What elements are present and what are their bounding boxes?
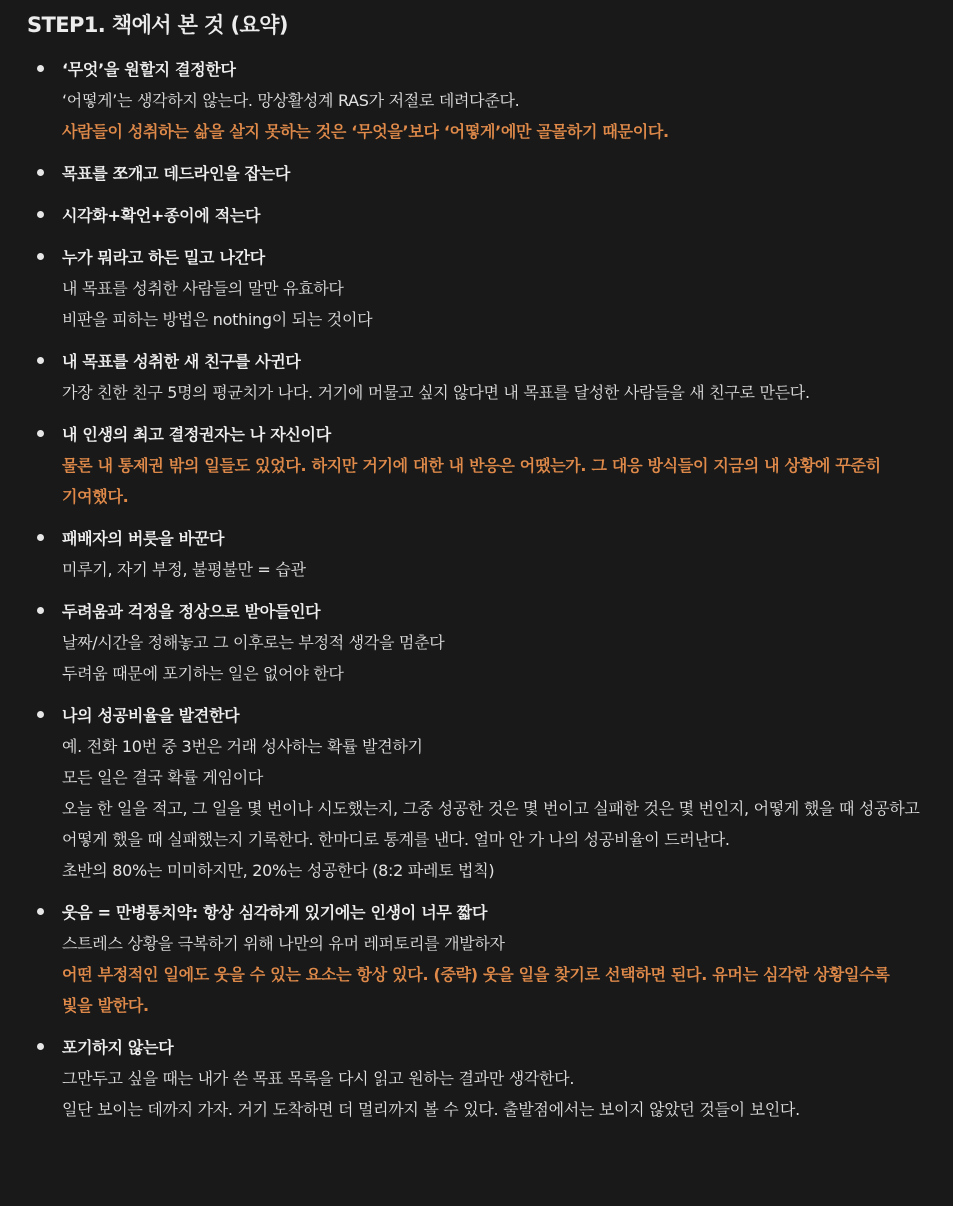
bullet-icon [37, 908, 44, 915]
bullet-icon [37, 357, 44, 364]
item-line: 초반의 80%는 미미하지만, 20%는 성공한다 (8:2 파레토 법칙) [62, 861, 495, 880]
list-item [27, 1032, 923, 1125]
item-heading: 나의 성공비율을 발견한다 [62, 706, 240, 725]
item-line: 내 목표를 성취한 사람들의 말만 유효하다 [62, 279, 344, 298]
bullet-icon [37, 607, 44, 614]
bullet-icon [37, 534, 44, 541]
item-heading: 시각화+확언+종이에 적는다 [62, 206, 261, 225]
list-item [27, 523, 923, 585]
item-heading: 내 인생의 최고 결정권자는 나 자신이다 [62, 425, 331, 444]
list-item [27, 700, 923, 886]
list-item [27, 346, 923, 408]
item-line: 모든 일은 결국 확률 게임이다 [62, 768, 264, 787]
item-line-highlight: 사람들이 성취하는 삶을 살지 못하는 것은 ‘무엇을’보다 ‘어떻게’에만 골몰하기 때문이다. [62, 122, 669, 141]
item-heading: 목표를 쪼개고 데드라인을 잡는다 [62, 164, 290, 183]
item-line: 그만두고 싶을 때는 내가 쓴 목표 목록을 다시 읽고 원하는 결과만 생각한다. [62, 1069, 575, 1088]
item-line: 미루기, 자기 부정, 불평불만 = 습관 [62, 560, 306, 579]
item-line: 날짜/시간을 정해놓고 그 이후로는 부정적 생각을 멈춘다 [62, 633, 445, 652]
item-line: 오늘 한 일을 적고, 그 일을 몇 번이나 시도했는지, 그중 성공한 것은 몇 번이고 실패한 것은 몇 번인지, 어떻게 했을 때 성공하고 어떻게 했을 때 실패했는지 기록한다. 한마디로 통계를 낸다. 얼마 안 가 나의 성공비율이 드러난다. [62, 799, 920, 849]
bullet-icon [37, 253, 44, 260]
item-line: 비판을 피하는 방법은 nothing이 되는 것이다 [62, 310, 373, 329]
page-title: STEP1. 책에서 본 것 (요약) [27, 13, 288, 37]
item-heading: 포기하지 않는다 [62, 1038, 174, 1057]
list-item [27, 54, 923, 147]
item-heading: 패배자의 버릇을 바꾼다 [62, 529, 225, 548]
bullet-icon [37, 711, 44, 718]
item-line: 두려움 때문에 포기하는 일은 없어야 한다 [62, 664, 344, 683]
item-line: 가장 친한 친구 5명의 평균치가 나다. 거기에 머물고 싶지 않다면 내 목표를 달성한 사람들을 새 친구로 만든다. [62, 383, 810, 402]
item-line-highlight: 어떤 부정적인 일에도 웃을 수 있는 요소는 항상 있다. (중략) 웃을 일을 찾기로 선택하면 된다. 유머는 심각한 상황일수록 빛을 발한다. [62, 965, 890, 1015]
item-line: 예. 전화 10번 중 3번은 거래 성사하는 확률 발견하기 [62, 737, 423, 756]
item-heading: 내 목표를 성취한 새 친구를 사귄다 [62, 352, 301, 371]
list-item [27, 200, 923, 231]
bullet-icon [37, 211, 44, 218]
item-heading: 웃음 = 만병통치약: 항상 심각하게 있기에는 인생이 너무 짧다 [62, 903, 488, 922]
item-line: 스트레스 상황을 극복하기 위해 나만의 유머 레퍼토리를 개발하자 [62, 934, 505, 953]
bullet-icon [37, 169, 44, 176]
summary-list [27, 54, 923, 1125]
list-item [27, 897, 923, 1021]
list-item [27, 596, 923, 689]
list-item [27, 158, 923, 189]
bullet-icon [37, 65, 44, 72]
list-item [27, 242, 923, 335]
item-heading: ‘무엇’을 원할지 결정한다 [62, 60, 236, 79]
item-line-highlight: 물론 내 통제권 밖의 일들도 있었다. 하지만 거기에 대한 내 반응은 어땠는가. 그 대응 방식들이 지금의 내 상황에 꾸준히 기여했다. [62, 456, 881, 506]
bullet-icon [37, 1043, 44, 1050]
bullet-icon [37, 430, 44, 437]
item-line: 일단 보이는 데까지 가자. 거기 도착하면 더 멀리까지 볼 수 있다. 출발점에서는 보이지 않았던 것들이 보인다. [62, 1100, 800, 1119]
list-item [27, 419, 923, 512]
item-heading: 두려움과 걱정을 정상으로 받아들인다 [62, 602, 321, 621]
item-heading: 누가 뭐라고 하든 밀고 나간다 [62, 248, 265, 267]
item-line: ‘어떻게’는 생각하지 않는다. 망상활성계 RAS가 저절로 데려다준다. [62, 91, 520, 110]
